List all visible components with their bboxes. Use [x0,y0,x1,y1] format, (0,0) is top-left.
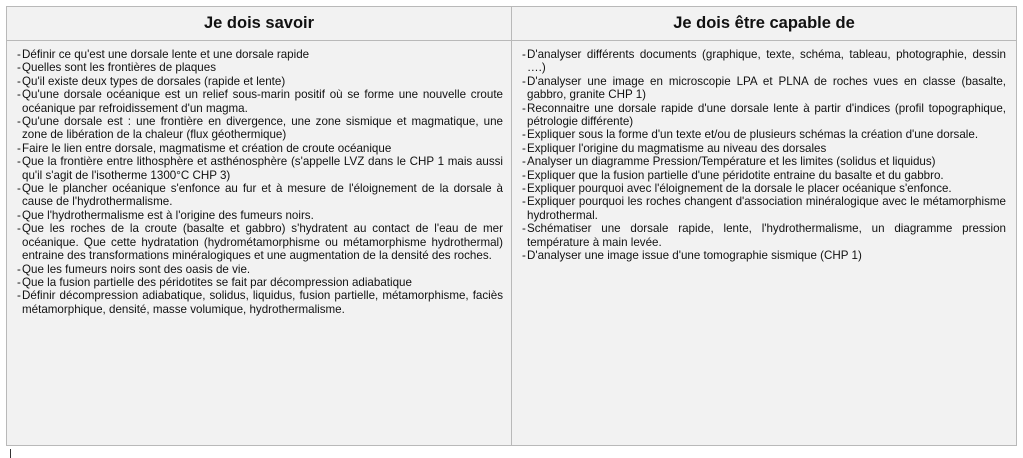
knowledge-column [7,41,512,445]
list-item: - Analyser un diagramme Pression/Température et les limites (solidus et liquidus) [522,155,1006,168]
header-je-dois-savoir: Je dois savoir [7,7,512,40]
list-item: - Schématiser une dorsale rapide, lente, l'hydrothermalisme, un diagramme pression température à main levée. [522,222,1006,249]
list-item: - Que les fumeurs noirs sont des oasis de vie. [17,263,503,276]
list-item: - Que les roches de la croute (basalte et gabbro) s'hydratent au contact de l'eau de mer océanique. Que cette hydratation (hydrométamorphisme ou métamorphisme hydrothermal) entraine des transformations minéralogiques et une augmentation de la densité des roches. [17,222,503,262]
text-cursor [10,449,11,458]
list-item: - Que le plancher océanique s'enfonce au fur et à mesure de l'éloignement de la dorsale à cause de l'hydrothermalisme. [17,182,503,209]
list-item: - Reconnaitre une dorsale rapide d'une dorsale lente à partir d'indices (profil topographique, pétrologie différente) [522,102,1006,129]
list-item: - Expliquer sous la forme d'un texte et/ou de plusieurs schémas la création d'une dorsale. [522,128,1006,141]
list-item: - Expliquer l'origine du magmatisme au niveau des dorsales [522,142,1006,155]
list-item: - Que la fusion partielle des péridotites se fait par décompression adiabatique [17,276,503,289]
knowledge-list [17,48,503,316]
list-item: - Qu'une dorsale océanique est un relief sous-marin positif où se forme une nouvelle croute océanique par refroidissement d'un magma. [17,88,503,115]
list-item: - Expliquer pourquoi avec l'éloignement de la dorsale le placer océanique s'enfonce. [522,182,1006,195]
skills-list [522,48,1006,263]
list-item: - D'analyser une image en microscopie LPA et PLNA de roches vues en classe (basalte, gabbro, granite CHP 1) [522,75,1006,102]
table-header-row [7,7,1016,41]
list-item: - Définir décompression adiabatique, solidus, liquidus, fusion partielle, métamorphisme, faciès métamorphique, densité, masse volumique, hydrothermalisme. [17,289,503,316]
list-item: - Faire le lien entre dorsale, magmatisme et création de croute océanique [17,142,503,155]
objectives-table [6,6,1017,446]
header-je-dois-etre-capable-de: Je dois être capable de [673,14,855,32]
list-item: - Expliquer pourquoi les roches changent d'association minéralogique avec le métamorphisme hydrothermal. [522,195,1006,222]
table-body-row [7,41,1016,445]
list-item: - D'analyser une image issue d'une tomographie sismique (CHP 1) [522,249,1006,262]
list-item: - Définir ce qu'est une dorsale lente et une dorsale rapide [17,48,503,61]
list-item: - Expliquer que la fusion partielle d'une péridotite entraine du basalte et du gabbro. [522,169,1006,182]
list-item: - Qu'il existe deux types de dorsales (rapide et lente) [17,75,503,88]
list-item: - Quelles sont les frontières de plaques [17,61,503,74]
list-item: - Que l'hydrothermalisme est à l'origine des fumeurs noirs. [17,209,503,222]
list-item: - Que la frontière entre lithosphère et asthénosphère (s'appelle LVZ dans le CHP 1 mais aussi qu'il s'agit de l'isotherme 1300°C CHP 3) [17,155,503,182]
skills-column [512,41,1016,445]
list-item: - D'analyser différents documents (graphique, texte, schéma, tableau, photographie, dessin ….) [522,48,1006,75]
list-item: - Qu'une dorsale est : une frontière en divergence, une zone sismique et magmatique, une zone de libération de la chaleur (flux géothermique) [17,115,503,142]
